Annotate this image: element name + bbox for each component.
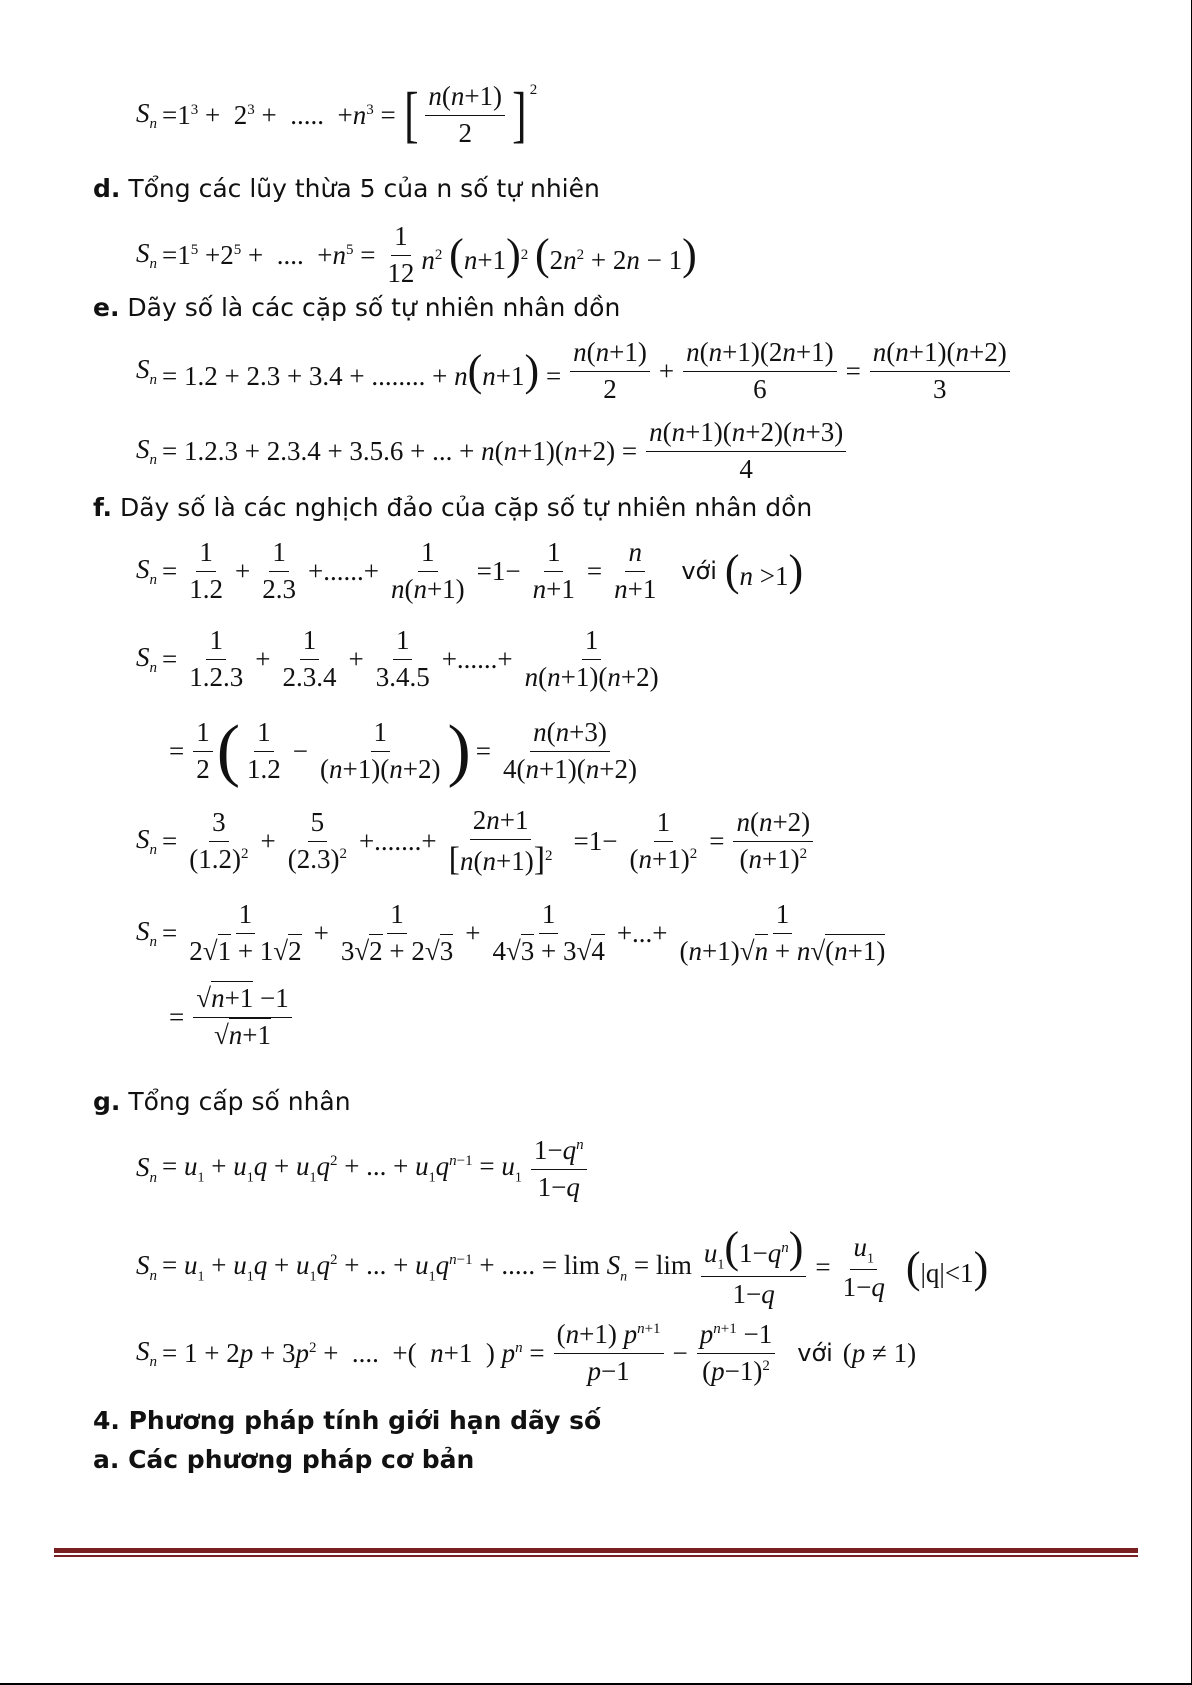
- text-voi-2: với: [797, 1339, 833, 1368]
- heading-f-text: Dãy số là các nghịch đảo của cặp số tự nhiên nhân dồn: [119, 493, 813, 522]
- equation-sum-cubes: $S_n$ $=1^3 + 2^3$ + ..... $+n^3$ = [ $\frac{n(n+1)}{2}$ ] $^2$: [136, 81, 538, 150]
- equation-reciprocal-triples: $S_n$ = $\frac{1}{1.2.3}$ + $\frac{1}{2.3.4}$ + $\frac{1}{3.4.5}$ +......+ $\frac{1}{n(n+1)(n+2)}$: [136, 625, 659, 692]
- footer-rule: [54, 1548, 1138, 1553]
- footer-rule-thin: [54, 1555, 1138, 1557]
- heading-f-label: f.: [93, 493, 113, 522]
- equation-geometric-sum: $S_n$ = $u_1 + u_1q + u_1q^2$ + ... + $u_1q^{n-1} = u_1$ $\frac{1-q^n}{1-q}$: [136, 1136, 591, 1202]
- heading-d-label: d.: [93, 174, 121, 203]
- equation-arith-geo-sum: $S_n$ = $1 + 2p + 3p^2$ + .... +( n+1 ) $p^n$ = $\frac{(n+1) p^{n+1}}{p-1}$ − $\frac{p^{n+1} -1}{(p-1)^2}$ với (p ≠ 1): [136, 1319, 917, 1386]
- equation-radical-sum: $S_n$ = $\frac{1}{2√1 + 1√2}$ + $\frac{1}{3√2 + 2√3}$ + $\frac{1}{4√3 + 3√4}$ +...+ $\frac{1}{(n+1)√n + n√(n+1)}$: [136, 899, 886, 966]
- equation-reciprocal-pairs: $S_n$ = $\frac{1}{1.2}$ + $\frac{1}{2.3}$ +......+ $\frac{1}{n(n+1)}$ =1− $\frac{1}{n+1}$ = $\frac{n}{n+1}$ với (n >1): [136, 537, 804, 604]
- equation-pairs-product: $S_n$ = 1.2 + 2.3 + 3.4 + ........ + n(n+1) = $\frac{n(n+1)}{2}$ + $\frac{n(n+1)(2n+1)}{6}$ = $\frac{n(n+1)(n+2)}{3}$: [136, 338, 1014, 404]
- heading-e: [93, 293, 620, 322]
- equation-triples-product: $S_n$ = 1.2.3 + 2.3.4 + 3.5.6 + ... + n(n+1)(n+2) = $\frac{n(n+1)(n+2)(n+3)}{4}$: [136, 418, 850, 484]
- equation-sum-fifth-powers: $S_n$ $=1^5 +2^5$ + .... $+n^5$ = $\frac{1}{12}$ $n^2$ $(n+1)^2$ $(2n^2 + 2n - 1)$: [136, 221, 697, 288]
- heading-e-label: e.: [93, 293, 120, 322]
- equation-geometric-limit: $S_n$ = $u_1 + u_1q + u_1q^2$ + ... + $u_1q^{n-1}$ + ..... = $\lim S_n = \lim$ $\frac{u_1(1-q^n)}{1-q}$ = $\frac{u_1}{1-q}$ (|q|<1): [136, 1223, 989, 1309]
- text-voi-1: với: [681, 557, 717, 586]
- heading-f: [93, 493, 812, 522]
- section-4-title: 4. Phương pháp tính giới hạn dãy số: [93, 1406, 602, 1435]
- heading-d-text: Tổng các lũy thừa 5 của n số tự nhiên: [128, 174, 600, 203]
- heading-e-text: Dãy số là các cặp số tự nhiên nhân dồn: [127, 293, 621, 322]
- equation-radical-result: = $\frac{√n+1 -1}{√n+1}$: [164, 984, 296, 1050]
- heading-d: [93, 174, 600, 203]
- section-4a-title: a. Các phương pháp cơ bản: [93, 1445, 475, 1474]
- equation-odd-over-squares: $S_n$ = $\frac{3}{(1.2)^2}$ + $\frac{5}{(2.3)^2}$ +.......+ $\frac{2n+1}{[n(n+1)]^2}$ =1− $\frac{1}{(n+1)^2}$ = $\frac{n(n+2)}{(n+1)^2}$: [136, 806, 817, 877]
- heading-g-label: g.: [93, 1087, 121, 1116]
- equation-reciprocal-triples-result: = $\frac{1}{2}$ ( $\frac{1}{1.2}$ − $\frac{1}{(n+1)(n+2)}$ ) = $\frac{n(n+3)}{4(n+1)(n+2)}$: [169, 712, 637, 789]
- heading-g-text: Tổng cấp số nhân: [128, 1087, 351, 1116]
- heading-g: [93, 1087, 351, 1116]
